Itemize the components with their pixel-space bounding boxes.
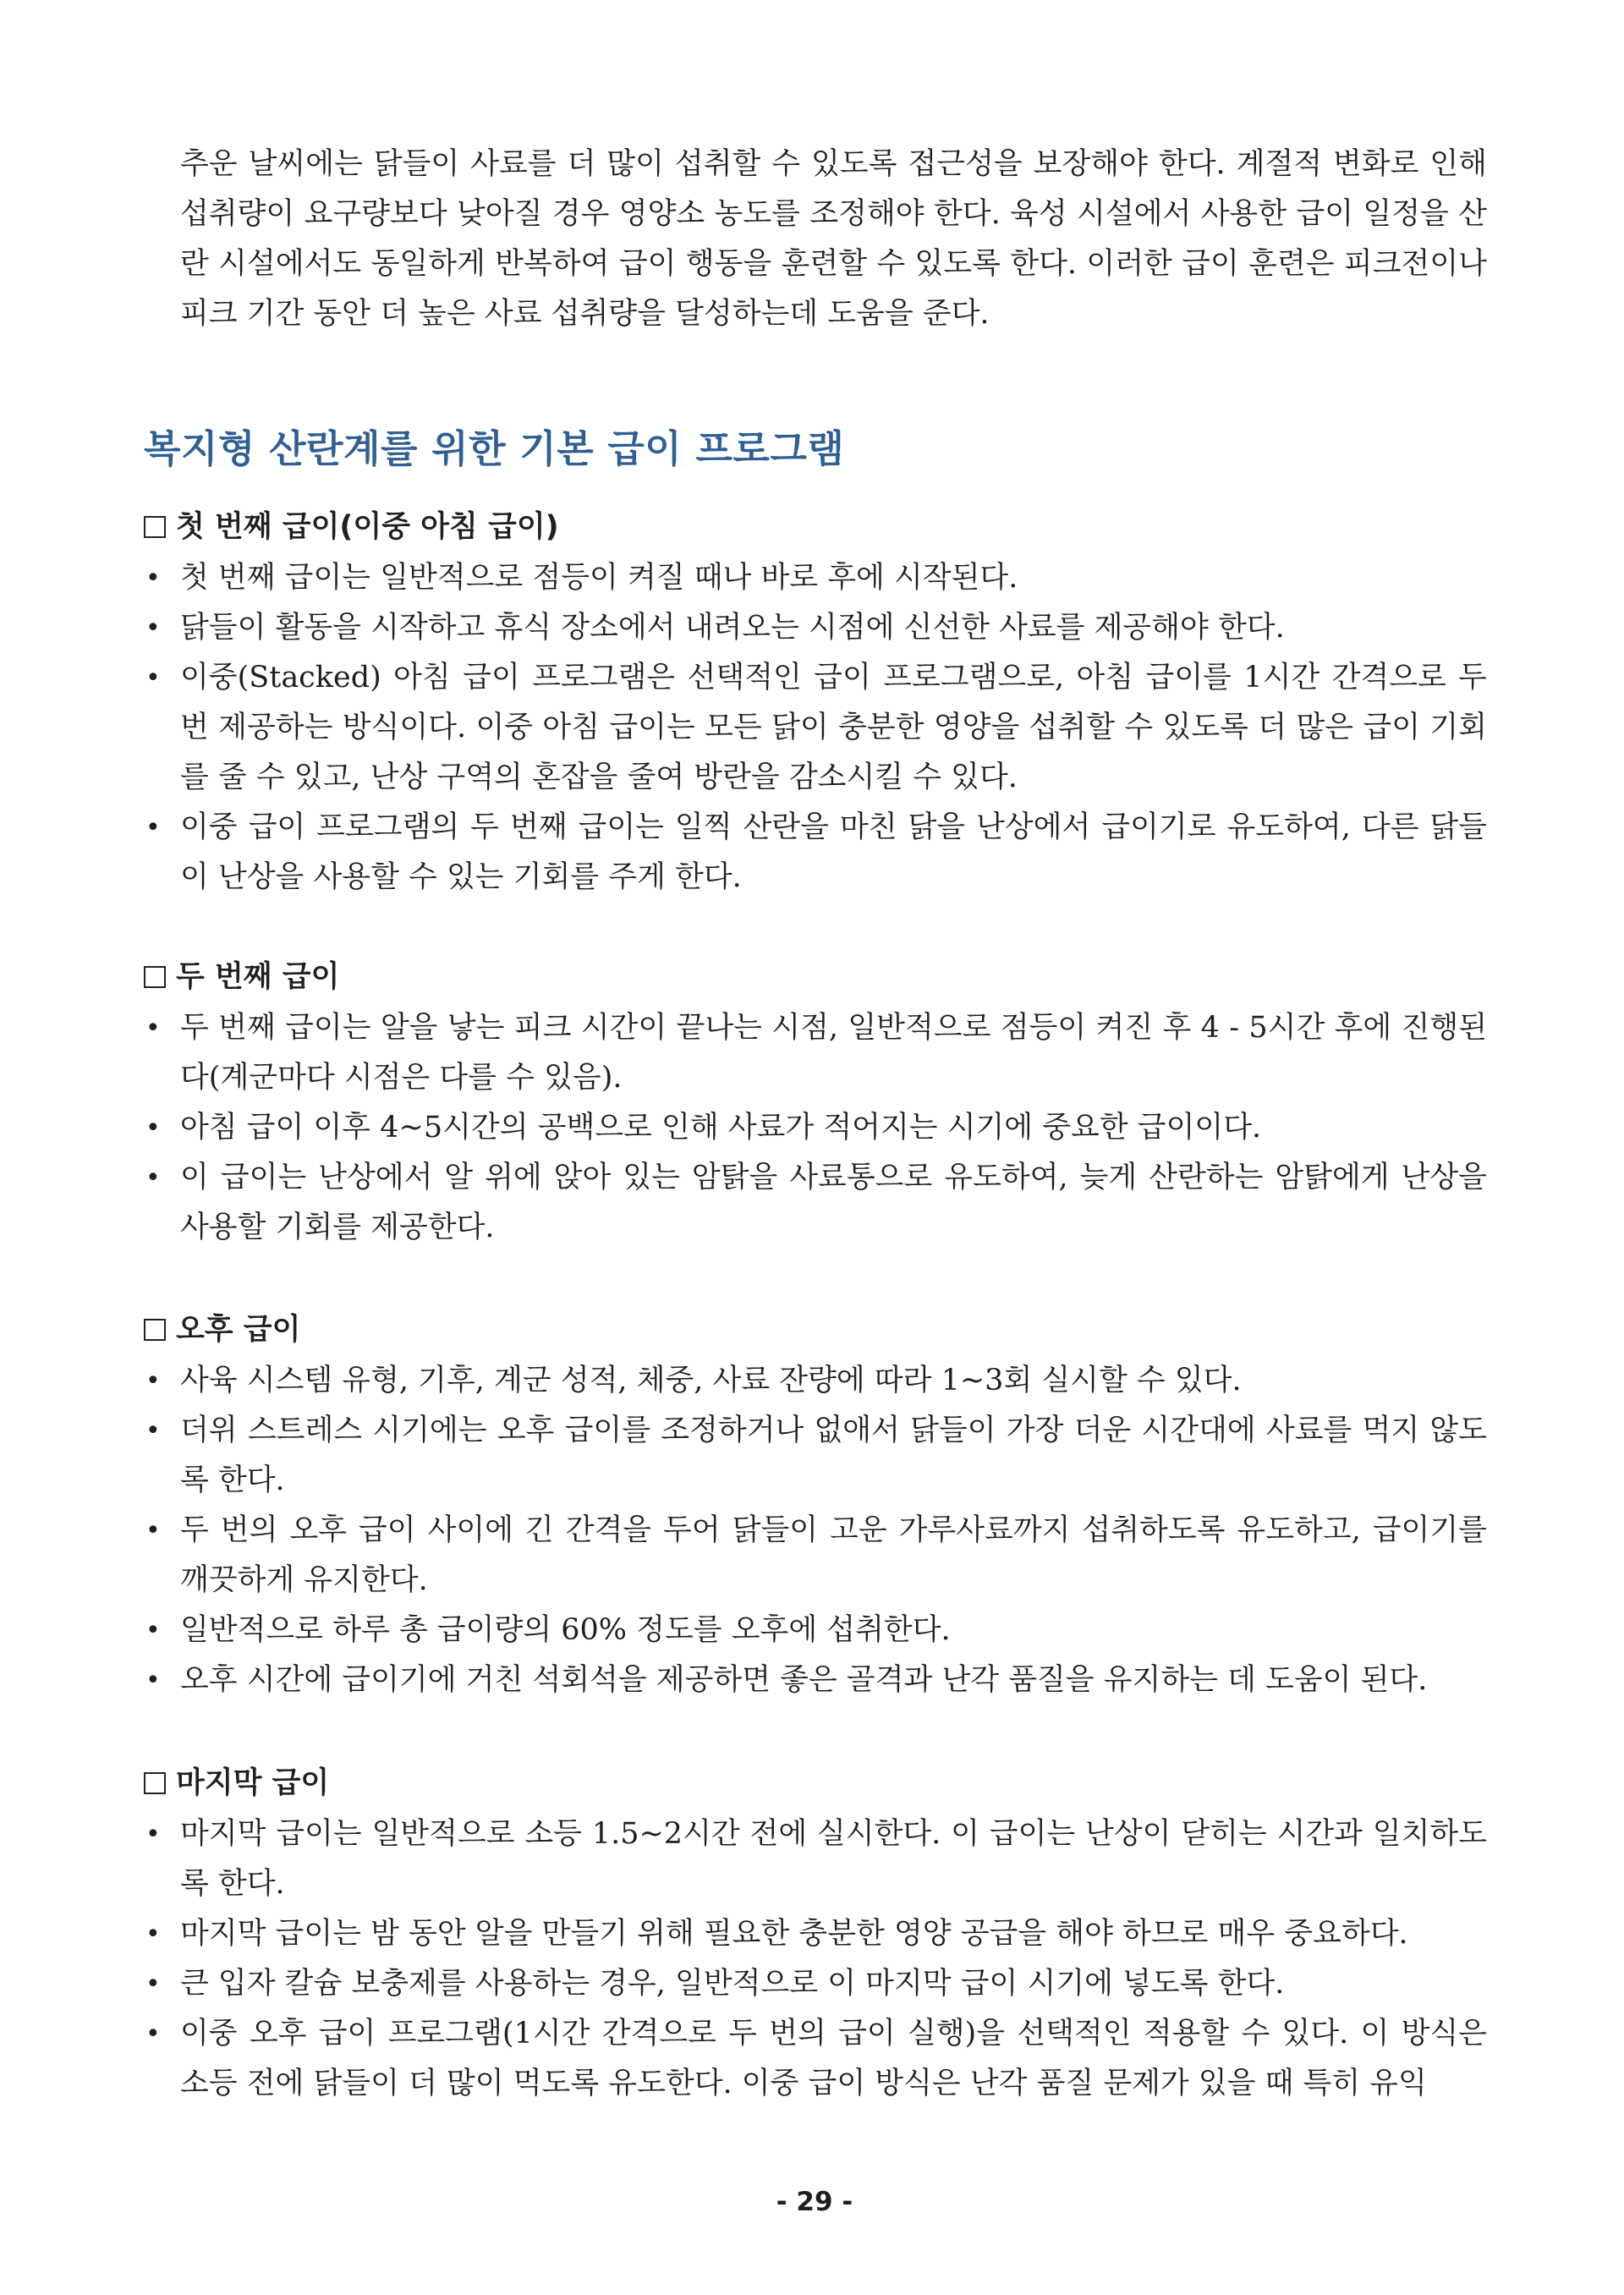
subsection-heading-text: 오후 급이 [176,1313,301,1347]
intro-paragraph: 추운 날씨에는 닭들이 사료를 더 많이 섭취할 수 있도록 접근성을 보장해야 한다. 계절적 변화로 인해 섭취량이 요구량보다 낮아질 경우 영양소 농도를 조정해야 한다. 육성 시설에서 사용한 급이 일정을 산란 시설에서도 동일하게 반복하여 급이 행동을 훈련할 수 있도록 한다. 이러한 급이 훈련은 피크전이나 피크 기간 동안 더 높은 사료 섭취량을 달성하는데 도움을 준다. [180,147,1487,331]
subsection-second-feeding [144,956,1487,1253]
bullet-icon: • [145,663,161,693]
bullet-list [144,1356,1487,1705]
list-item [144,2009,1487,2109]
subsection-last-feeding [144,1762,1487,2109]
list-item [144,1153,1487,1253]
list-item [144,1103,1487,1153]
bullet-icon: • [145,1366,161,1396]
checkbox-icon [144,1772,166,1794]
bullet-icon: • [145,563,161,593]
list-item [144,803,1487,903]
list-item [144,1909,1487,1959]
list-item-text: 사육 시스템 유형, 기후, 계군 성적, 체중, 사료 잔량에 따라 1~3회 실시할 수 있다. [180,1364,1242,1397]
list-item [144,1506,1487,1606]
subsection-heading [144,956,1487,998]
list-item-text: 이 급이는 난상에서 알 위에 앉아 있는 암탉을 사료통으로 유도하여, 늦게 산란하는 암탉에게 난상을 사용할 기회를 제공한다. [180,1161,1487,1244]
list-item [144,1356,1487,1406]
bullet-list [144,1003,1487,1253]
bullet-icon: • [145,2019,161,2049]
subsection-heading-text: 첫 번째 급이(이중 아침 급이) [176,510,559,544]
subsection-heading-text: 마지막 급이 [176,1766,330,1800]
list-item-text: 두 번의 오후 급이 사이에 긴 간격을 두어 닭들이 고운 가루사료까지 섭취하도록 유도하고, 급이기를 깨끗하게 유지한다. [180,1513,1487,1597]
list-item [144,1959,1487,2009]
list-item [144,1003,1487,1103]
subsection-heading [144,1762,1487,1804]
list-item [144,1655,1487,1705]
subsection-afternoon-feeding [144,1309,1487,1705]
list-item-text: 큰 입자 칼슘 보충제를 사용하는 경우, 일반적으로 이 마지막 급이 시기에 넣도록 한다. [180,1967,1285,2001]
bullet-icon: • [145,1113,161,1143]
list-item [144,653,1487,803]
list-item [144,553,1487,603]
list-item-text: 이중 급이 프로그램의 두 번째 급이는 일찍 산란을 마친 닭을 난상에서 급이기로 유도하여, 다른 닭들이 난상을 사용할 수 있는 기회를 주게 한다. [180,810,1487,894]
bullet-icon: • [145,1416,161,1446]
bullet-icon: • [145,813,161,843]
checkbox-icon [144,966,166,988]
bullet-icon: • [145,1516,161,1546]
bullet-list [144,1809,1487,2109]
bullet-icon: • [145,1820,161,1849]
list-item-text: 마지막 급이는 밤 동안 알을 만들기 위해 필요한 충분한 영양 공급을 해야 하므로 매우 중요하다. [180,1917,1408,1951]
list-item-text: 두 번째 급이는 알을 낳는 피크 시간이 끝나는 시점, 일반적으로 점등이 켜진 후 4 - 5시간 후에 진행된다(계군마다 시점은 다를 수 있음). [180,1011,1487,1095]
checkbox-icon [144,1319,166,1341]
list-item-text: 더위 스트레스 시기에는 오후 급이를 조정하거나 없애서 닭들이 가장 더운 시간대에 사료를 먹지 않도록 한다. [180,1414,1487,1497]
subsection-first-feeding [144,506,1487,903]
list-item [144,1606,1487,1655]
list-item-text: 이중(Stacked) 아침 급이 프로그램은 선택적인 급이 프로그램으로, 아침 급이를 1시간 간격으로 두 번 제공하는 방식이다. 이중 아침 급이는 모든 닭이 충분한 영양을 섭취할 수 있도록 더 많은 급이 기회를 줄 수 있고, 난상 구역의 혼잡을 줄여 방란을 감소시킬 수 있다. [180,661,1487,794]
bullet-icon: • [145,1969,161,1999]
list-item [144,1406,1487,1506]
list-item [144,603,1487,653]
bullet-list [144,553,1487,903]
section-title: 복지형 산란계를 위한 기본 급이 프로그램 [144,426,845,471]
bullet-icon: • [145,1666,161,1695]
list-item-text: 첫 번째 급이는 일반적으로 점등이 켜질 때나 바로 후에 시작된다. [180,561,1018,595]
bullet-icon: • [145,1616,161,1645]
list-item-text: 마지막 급이는 일반적으로 소등 1.5~2시간 전에 실시한다. 이 급이는 난상이 닫히는 시간과 일치하도록 한다. [180,1817,1487,1901]
subsection-heading [144,506,1487,548]
page-number: - 29 - [776,2187,853,2217]
list-item-text: 오후 시간에 급이기에 거친 석회석을 제공하면 좋은 골격과 난각 품질을 유지하는 데 도움이 된다. [180,1663,1428,1697]
list-item-text: 일반적으로 하루 총 급이량의 60% 정도를 오후에 섭취한다. [180,1613,951,1647]
list-item-text: 이중 오후 급이 프로그램(1시간 간격으로 두 번의 급이 실행)을 선택적인 적용할 수 있다. 이 방식은 소등 전에 닭들이 더 많이 먹도록 유도한다. 이중 급이 방식은 난각 품질 문제가 있을 때 특히 유익 [180,2017,1487,2100]
bullet-icon: • [145,1163,161,1193]
subsection-heading-text: 두 번째 급이 [176,960,340,994]
list-item-text: 닭들이 활동을 시작하고 휴식 장소에서 내려오는 시점에 신선한 사료를 제공해야 한다. [180,611,1285,645]
list-item [144,1809,1487,1909]
checkbox-icon [144,516,166,538]
bullet-icon: • [145,613,161,643]
bullet-icon: • [145,1919,161,1949]
list-item-text: 아침 급이 이후 4~5시간의 공백으로 인해 사료가 적어지는 시기에 중요한 급이이다. [180,1111,1262,1145]
bullet-icon: • [145,1013,161,1043]
subsection-heading [144,1309,1487,1351]
